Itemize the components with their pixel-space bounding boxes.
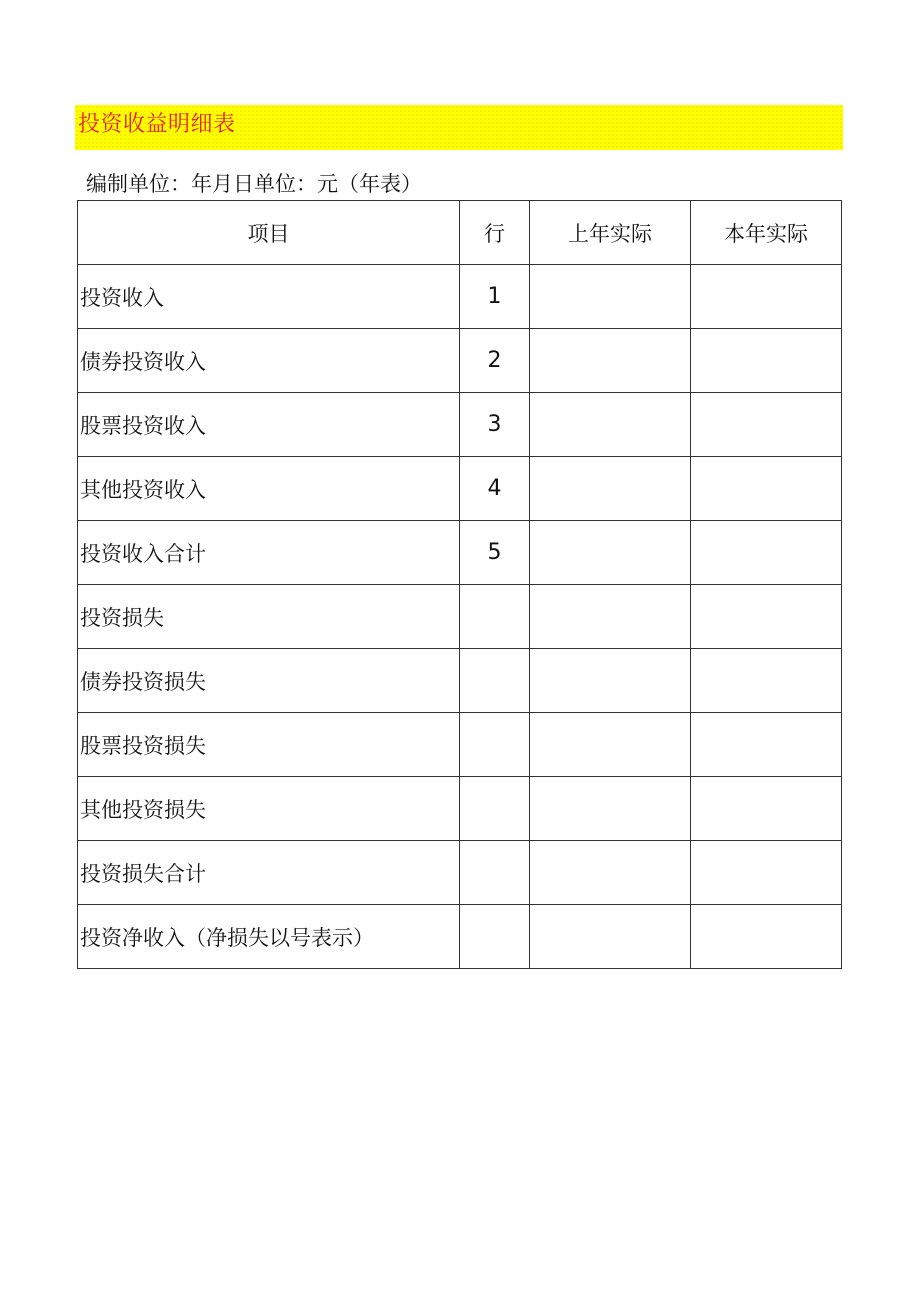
row-current-year-cell: [691, 329, 842, 393]
row-line-number: 3: [460, 393, 530, 457]
row-line-number: [460, 713, 530, 777]
table-row: [78, 649, 842, 713]
row-item-label: 债券投资损失: [78, 649, 460, 713]
row-line-number: [460, 649, 530, 713]
row-item-label: 投资净收入（净损失以号表示）: [78, 905, 460, 969]
row-item-label: 其他投资损失: [78, 777, 460, 841]
table-row: [78, 521, 842, 585]
table-row: [78, 905, 842, 969]
row-current-year-cell: [691, 713, 842, 777]
row-current-year-cell: [691, 393, 842, 457]
row-previous-year-cell: [530, 905, 691, 969]
row-line-number: [460, 841, 530, 905]
row-previous-year-cell: [530, 329, 691, 393]
row-item-label: 投资损失: [78, 585, 460, 649]
row-item-label: 投资损失合计: [78, 841, 460, 905]
row-line-number: 4: [460, 457, 530, 521]
table-row: [78, 457, 842, 521]
title-banner: [75, 105, 843, 150]
row-current-year-cell: [691, 585, 842, 649]
row-item-label: 投资收入合计: [78, 521, 460, 585]
table-row: [78, 329, 842, 393]
row-item-label: 其他投资收入: [78, 457, 460, 521]
row-item-label: 投资收入: [78, 265, 460, 329]
row-line-number: 1: [460, 265, 530, 329]
row-line-number: [460, 777, 530, 841]
header-item: 项目: [78, 201, 460, 265]
row-previous-year-cell: [530, 649, 691, 713]
row-item-label: 债券投资收入: [78, 329, 460, 393]
row-line-number: 2: [460, 329, 530, 393]
row-current-year-cell: [691, 841, 842, 905]
row-previous-year-cell: [530, 521, 691, 585]
row-line-number: [460, 905, 530, 969]
investment-income-table: [77, 200, 842, 969]
row-item-label: 股票投资收入: [78, 393, 460, 457]
header-line: 行: [460, 201, 530, 265]
table-row: [78, 585, 842, 649]
row-previous-year-cell: [530, 585, 691, 649]
row-previous-year-cell: [530, 841, 691, 905]
row-previous-year-cell: [530, 777, 691, 841]
table-row: [78, 777, 842, 841]
row-line-number: 5: [460, 521, 530, 585]
preparer-unit-line: 编制单位：年月日单位：元（年表）: [86, 172, 422, 196]
table-row: [78, 265, 842, 329]
row-current-year-cell: [691, 265, 842, 329]
row-previous-year-cell: [530, 393, 691, 457]
row-current-year-cell: [691, 457, 842, 521]
row-previous-year-cell: [530, 265, 691, 329]
document-title: 投资收益明细表: [78, 112, 236, 137]
row-item-label: 股票投资损失: [78, 713, 460, 777]
table-row: [78, 393, 842, 457]
row-current-year-cell: [691, 777, 842, 841]
row-current-year-cell: [691, 521, 842, 585]
row-current-year-cell: [691, 905, 842, 969]
row-previous-year-cell: [530, 713, 691, 777]
row-line-number: [460, 585, 530, 649]
table-row: [78, 841, 842, 905]
row-previous-year-cell: [530, 457, 691, 521]
header-previous-year: 上年实际: [530, 201, 691, 265]
header-current-year: 本年实际: [691, 201, 842, 265]
table-header-row: [78, 201, 842, 265]
row-current-year-cell: [691, 649, 842, 713]
table-row: [78, 713, 842, 777]
